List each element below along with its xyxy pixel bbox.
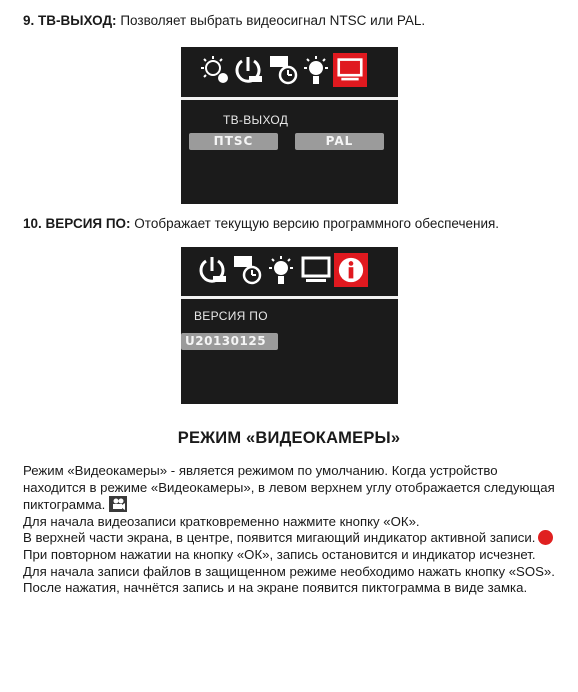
recording-indicator-icon bbox=[538, 530, 553, 545]
info-icon bbox=[337, 256, 365, 284]
selected-icon-highlight bbox=[333, 53, 367, 87]
power-auto-icon bbox=[233, 55, 263, 85]
paragraph-start-recording: Для начала видеозаписи кратковременно нажмите кнопку «ОК». bbox=[23, 513, 420, 529]
brightness-icon bbox=[267, 255, 297, 285]
section-9-number: 9. ТВ-ВЫХОД: bbox=[23, 13, 117, 28]
section-9-text: Позволяет выбрать видеосигнал NTSC или PAL. bbox=[116, 13, 426, 28]
section-9-title bbox=[23, 13, 425, 28]
monitor-icon bbox=[301, 255, 331, 285]
monitor-icon bbox=[337, 57, 363, 83]
pal-option[interactable]: PAL bbox=[295, 133, 384, 150]
icon-bar bbox=[181, 47, 398, 93]
tv-out-screen bbox=[181, 47, 398, 204]
ntsc-option[interactable]: ПТSC bbox=[189, 133, 278, 150]
section-10-number: 10. ВЕРСИЯ ПО: bbox=[23, 216, 131, 231]
video-camera-icon bbox=[109, 496, 127, 512]
power-auto-icon bbox=[197, 255, 227, 285]
paragraph-default-mode: Режим «Видеокамеры» - является режимом по умолчанию. Когда устройство находится в режиме «Видеокамеры», в левом верхнем углу отображается следующая пиктограмма. bbox=[23, 463, 555, 513]
version-label: ВЕРСИЯ ПО bbox=[194, 309, 268, 323]
firmware-version-screen bbox=[181, 247, 398, 404]
version-value: U20130125 bbox=[181, 333, 278, 350]
icon-bar bbox=[181, 247, 398, 293]
selected-icon-highlight bbox=[334, 253, 368, 287]
menu-divider bbox=[181, 97, 398, 100]
paragraph-sos-mode: Для начала записи файлов в защищенном режиме необходимо нажать кнопку «SOS». После нажатия, начнётся запись и на экране появится пиктограмма в виде замка. bbox=[23, 563, 555, 596]
body-text bbox=[23, 463, 563, 597]
off-timer-icon bbox=[269, 55, 299, 85]
section-10-title bbox=[23, 216, 499, 231]
brightness-icon bbox=[302, 55, 332, 85]
section-10-text: Отображает текущую версию программного обеспечения. bbox=[130, 216, 500, 231]
section-heading: РЕЖИМ «ВИДЕОКАМЕРЫ» bbox=[177, 429, 401, 447]
paragraph-recording-indicator: В верхней части экрана, в центре, появится мигающий индикатор активной записи. bbox=[23, 530, 563, 547]
tv-out-label: ТВ-ВЫХОД bbox=[223, 113, 289, 127]
sun-alarm-icon bbox=[200, 55, 230, 85]
off-timer-icon bbox=[233, 255, 263, 285]
menu-divider bbox=[181, 296, 398, 299]
paragraph-stop-recording: При повторном нажатии на кнопку «ОК», запись остановится и индикатор исчезнет. bbox=[23, 546, 536, 562]
